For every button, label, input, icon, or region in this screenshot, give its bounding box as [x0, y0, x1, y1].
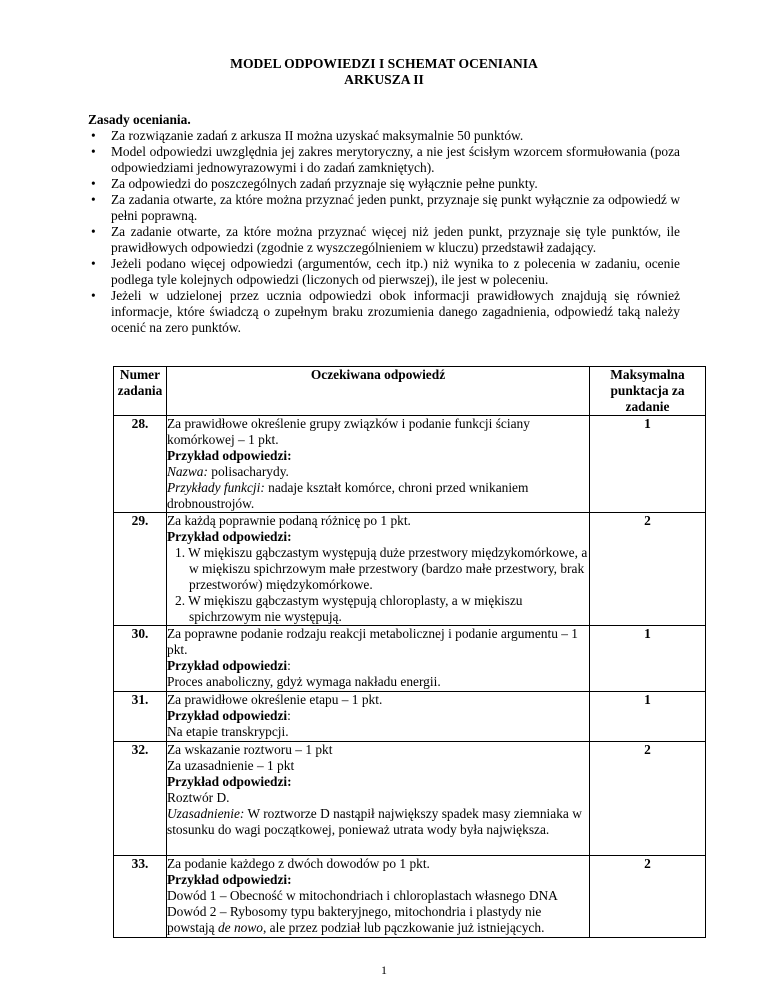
header-points: Maksymalna punktacja za zadanie — [590, 367, 706, 416]
functions-label: Przykłady funkcji: — [167, 480, 265, 495]
task-number: 31. — [114, 692, 167, 742]
example-line — [167, 708, 589, 724]
task-number: 33. — [114, 856, 167, 938]
title-line-1: MODEL ODPOWIEDZI I SCHEMAT OCENIANIA — [230, 56, 538, 71]
difference-item-1: 1. W miękiszu gąbczastym występują duże przestwory międzykomórkowe, a w miękiszu spichrzowym małe przestwory (bardzo małe przestwory, brak przestworów) międzykomórkowe. — [175, 545, 588, 592]
max-points: 2 — [590, 513, 706, 626]
rules-list — [88, 128, 680, 336]
example-label: Przykład odpowiedzi: — [167, 529, 292, 544]
criteria-text: Za prawidłowe określenie grupy związków i podanie funkcji ściany komórkowej – 1 pkt. — [167, 416, 530, 447]
task-number: 29. — [114, 513, 167, 626]
grading-rules — [88, 112, 680, 336]
answer-text: Roztwór D. — [167, 790, 230, 805]
rule-item: • Za rozwiązanie zadań z arkusza II można uzyskać maksymalnie 50 punktów. — [88, 128, 680, 144]
document-title — [0, 56, 768, 88]
task-number: 32. — [114, 742, 167, 856]
title-line-2: ARKUSZA II — [344, 72, 424, 87]
table-row — [114, 513, 706, 626]
criteria-text: Za każdą poprawnie podaną różnicę po 1 pkt. — [167, 513, 411, 528]
table-row — [114, 416, 706, 513]
table-row — [114, 626, 706, 692]
max-points: 1 — [590, 626, 706, 692]
proof-2-end: , ale przez podział lub pączkowanie już istniejących. — [262, 920, 545, 935]
answer-functions — [167, 480, 589, 512]
table-header-row — [114, 367, 706, 416]
rule-item: • Model odpowiedzi uwzględnia jej zakres merytoryczny, a nie jest ścisłym wzorcem sformułowania (poza odpowiedziami jednowyrazowymi i do zadań zamkniętych). — [88, 144, 680, 176]
header-number: Numer zadania — [114, 367, 167, 416]
max-points: 2 — [590, 742, 706, 856]
max-points: 1 — [590, 416, 706, 513]
criteria-text-1: Za wskazanie roztworu – 1 pkt — [167, 742, 333, 757]
criteria-text: Za prawidłowe określenie etapu – 1 pkt. — [167, 692, 383, 707]
example-line — [167, 658, 589, 674]
table-row — [114, 742, 706, 856]
answer-text: Na etapie transkrypcji. — [167, 724, 289, 739]
proof-2-start: Dowód 2 – Rybosomy typu bakteryjnego, mitochondria i plastydy nie powstają — [167, 904, 542, 935]
page-number: 1 — [381, 963, 387, 977]
answer-name — [167, 464, 589, 480]
expected-answer — [167, 856, 590, 938]
expected-answer — [167, 626, 590, 692]
answer-key-table — [113, 366, 706, 938]
justification-value: W roztworze D nastąpił największy spadek masy ziemniaka w stosunku do wagi początkowej, ponieważ utrata wody była największa. — [167, 806, 582, 837]
table-row — [114, 692, 706, 742]
rule-item: • Za odpowiedzi do poszczególnych zadań przyznaje się wyłącznie pełne punkty. — [88, 176, 680, 192]
header-answer: Oczekiwana odpowiedź — [167, 367, 590, 416]
example-colon: : — [287, 658, 291, 673]
max-points: 1 — [590, 692, 706, 742]
justification — [167, 806, 589, 838]
expected-answer — [167, 513, 590, 626]
task-number: 30. — [114, 626, 167, 692]
expected-answer — [167, 742, 590, 856]
criteria-text: Za poprawne podanie rodzaju reakcji metabolicznej i podanie argumentu – 1 pkt. — [167, 626, 578, 657]
rule-item: • Jeżeli w udzielonej przez ucznia odpowiedzi obok informacji prawidłowych znajdują się również informacje, które świadczą o zupełnym braku zrozumienia danego zagadnienia, odpowiedź taką należy ocenić na zero punktów. — [88, 288, 680, 336]
task-number: 28. — [114, 416, 167, 513]
name-value: polisacharydy. — [207, 464, 289, 479]
max-points: 2 — [590, 856, 706, 938]
functions-value: nadaje kształt komórce, chroni przed wnikaniem drobnoustrojów. — [167, 480, 529, 511]
example-colon: : — [287, 708, 291, 723]
proof-1: Dowód 1 – Obecność w mitochondriach i chloroplastach własnego DNA — [167, 888, 558, 903]
answer-text: Proces anaboliczny, gdyż wymaga nakładu energii. — [167, 674, 441, 689]
rule-item: • Jeżeli podano więcej odpowiedzi (argumentów, cech itp.) niż wynika to z polecenia w zadaniu, ocenie podlega tyle kolejnych odpowiedzi (liczonych od pierwszej), ile jest w poleceniu. — [88, 256, 680, 288]
example-label: Przykład odpowiedzi: — [167, 774, 292, 789]
rule-item: • Za zadanie otwarte, za które można przyznać więcej niż jeden punkt, przyznaje się tyle punktów, ile prawidłowych odpowiedzi (zgodnie z wyszczególnieniem w kluczu) przedstawił zadający. — [88, 224, 680, 256]
example-label: Przykład odpowiedzi: — [167, 448, 292, 463]
proof-2-italic: de nowo — [217, 920, 263, 935]
example-label: Przykład odpowiedzi: — [167, 872, 292, 887]
criteria-text: Za podanie każdego z dwóch dowodów po 1 pkt. — [167, 856, 430, 871]
justification-label: Uzasadnienie: — [167, 806, 245, 821]
criteria-text-2: Za uzasadnienie – 1 pkt — [167, 758, 295, 773]
example-label: Przykład odpowiedzi — [167, 708, 288, 723]
expected-answer — [167, 692, 590, 742]
expected-answer — [167, 416, 590, 513]
rule-item: • Za zadania otwarte, za które można przyznać jeden punkt, przyznaje się punkt wyłącznie za odpowiedź w pełni poprawną. — [88, 192, 680, 224]
rules-heading: Zasady oceniania. — [88, 112, 191, 127]
difference-item-2: 2. W miękiszu gąbczastym występują chloroplasty, a w miękiszu spichrzowym nie występują. — [175, 593, 523, 624]
example-label: Przykład odpowiedzi — [167, 658, 288, 673]
table-row — [114, 856, 706, 938]
proof-2 — [167, 904, 589, 936]
name-label: Nazwa: — [167, 464, 208, 479]
